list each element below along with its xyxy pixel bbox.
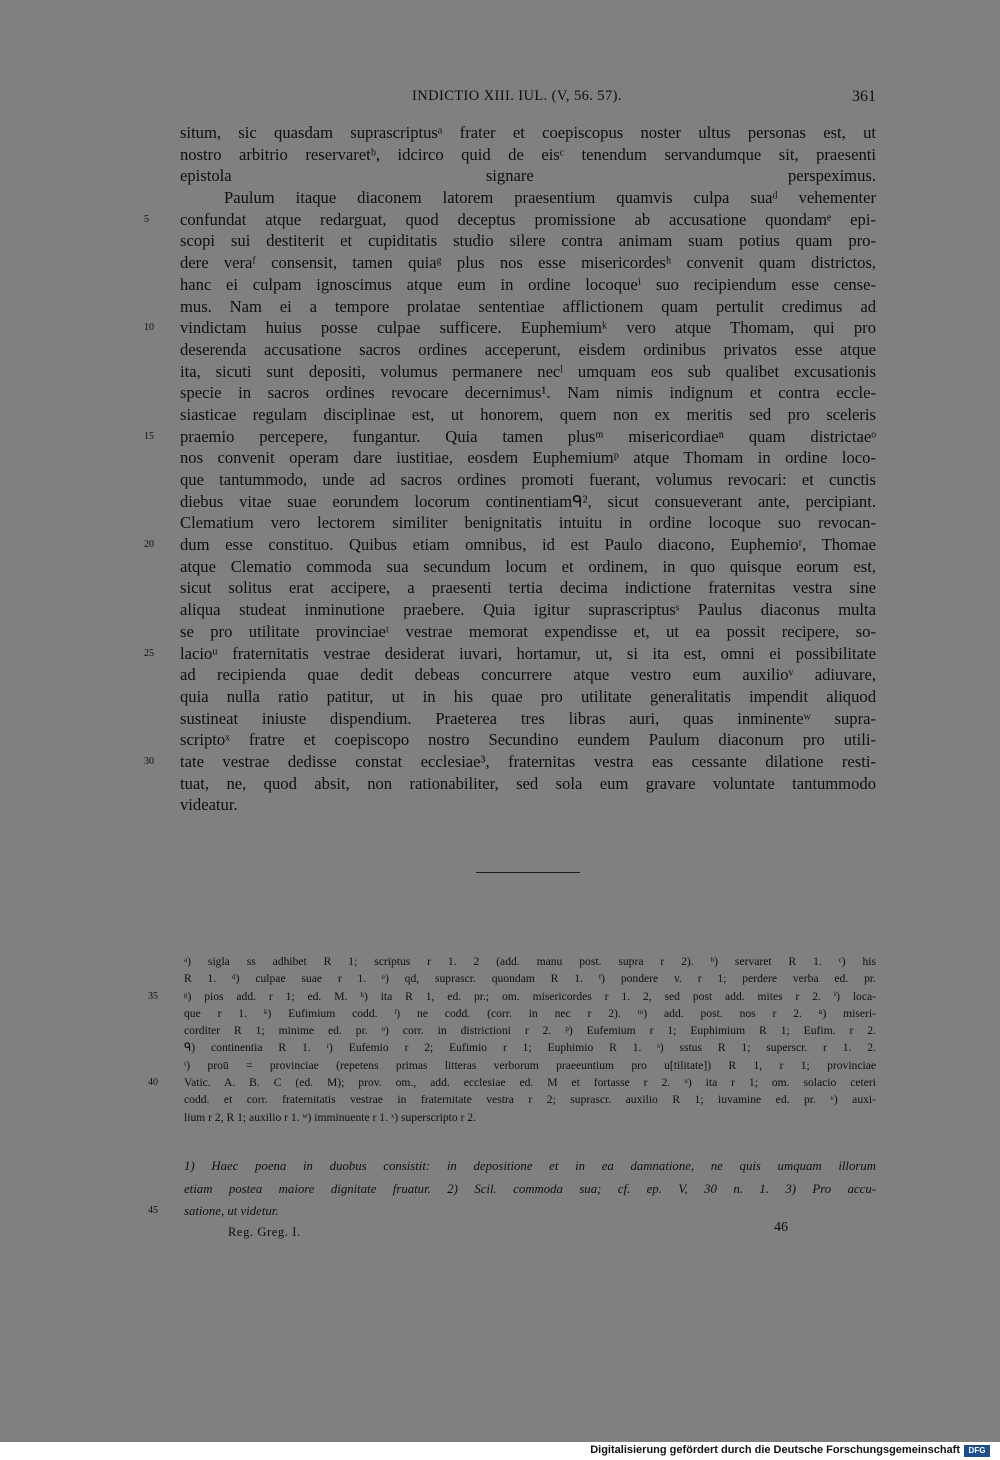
body-line-text: atque Clematio commoda sua secundum locum et ordinem, in quo quisque eorum est, xyxy=(180,556,876,576)
body-line xyxy=(180,773,876,795)
apparatus-line-text: R 1. ᵈ) culpae suae r 1. ᵉ) qd, suprascr. quondam R 1. ᶠ) pondere v. r 1; perdere verba ed. pr. xyxy=(184,972,876,986)
footer-banner xyxy=(0,1442,1000,1460)
body-line xyxy=(180,729,876,751)
line-number: 25 xyxy=(144,647,154,659)
body-line-text: ad recipienda quae dedit debeas concurrere atque vestro eum auxilioᵛ adiuvare, xyxy=(180,665,876,685)
apparatus-line-text: que r 1. ᵏ) Eufimium codd. ˡ) ne codd. (corr. in nec r 2). ᵐ) add. post. nos r 2. ⁿ) miseri- xyxy=(184,1006,876,1020)
body-line xyxy=(180,339,876,361)
body-line-text: dum esse constituo. Quibus etiam omnibus, id est Paulo diacono, Euphemioʳ, Thomae xyxy=(180,535,876,555)
running-title: INDICTIO XIII. IUL. (V, 56. 57). xyxy=(412,88,622,104)
sheet-number: 46 xyxy=(774,1220,788,1235)
body-line xyxy=(180,577,876,599)
apparatus-line xyxy=(184,1022,876,1039)
apparatus-line xyxy=(184,1005,876,1022)
body-line xyxy=(144,534,876,556)
body-line-text: videatur. xyxy=(180,795,238,815)
body-line-text: diebus vitae suae eorundem locorum continentiamᑫ², sicut consueverant ante, percipiant. xyxy=(180,491,876,511)
body-line-text: tate vestrae dedisse constat ecclesiae³, fraternitas vestra eas cessante dilatione resti- xyxy=(180,751,876,771)
body-line-text: praemio percepere, fungantur. Quia tamen plusᵐ misericordiaeⁿ quam districtaeᵒ xyxy=(180,426,876,446)
apparatus-line xyxy=(184,1057,876,1074)
body-line-text: Paulum itaque diaconem latorem praesentium quamvis culpa suaᵈ vehementer xyxy=(224,188,876,208)
body-line xyxy=(180,165,876,187)
section-divider xyxy=(476,872,580,873)
note-line-text: satione, ut videtur. xyxy=(184,1204,279,1218)
body-line xyxy=(144,209,876,231)
body-line xyxy=(180,686,876,708)
body-line-text: sicut solitus erat accipere, a praesenti tertia decima indictione fraternitas vestra sine xyxy=(180,578,876,598)
body-line-text: confundat atque redarguat, quod deceptus promissione ab accusatione quondamᵉ epi- xyxy=(180,209,876,229)
body-line xyxy=(180,187,876,209)
note-line-text: 1) Haec poena in duobus consistit: in depositione et in ea damnatione, ne quis umquam illorum xyxy=(184,1159,876,1173)
body-line-text: lacioᵘ fraternitatis vestrae desiderat iuvari, hortamur, ut, si ita est, omni ei possibilitate xyxy=(180,643,876,663)
apparatus-line-text: ᑫ) continentia R 1. ʳ) Eufemio r 2; Eufimio r 1; Euphimio R 1. ˢ) sstus R 1; superscr. r 1. 2. xyxy=(184,1041,876,1055)
dfg-logo: DFG xyxy=(964,1445,990,1457)
body-line-text: hanc ei culpam ignoscimus atque eum in ordine locoqueⁱ suo recipiendum esse cense- xyxy=(180,274,876,294)
line-number: 40 xyxy=(148,1077,158,1089)
body-line-text: tuat, ne, quod absit, non rationabiliter, sed sola eum gravare voluntate tantummodo xyxy=(180,773,876,793)
body-line-text: vindictam huius posse culpae sufficere. Euphemiumᵏ vero atque Thomam, qui pro xyxy=(180,318,876,338)
line-number: 15 xyxy=(144,430,154,442)
body-line-text: nostro arbitrio reservaretᵇ, idcirco quid de eisᶜ tenendum servandumque sit, praesenti xyxy=(180,144,876,164)
line-number: 5 xyxy=(144,213,149,225)
funding-credit: Digitalisierung gefördert durch die Deutsche Forschungsgemeinschaft xyxy=(590,1444,960,1456)
note-line-text: etiam postea maiore dignitate fruatur. 2) Scil. commoda sua; cf. ep. V, 30 n. 1. 3) Pro accu- xyxy=(184,1181,876,1196)
apparatus-line xyxy=(184,1091,876,1108)
body-line-text: mus. Nam ei a tempore prolatae sententiae afflictionem quam pertulit credimus ad xyxy=(180,296,876,316)
apparatus-line-text: ᵍ) pios add. r 1; ed. M. ʰ) ita R 1, ed. pr.; om. misericordes r 1. 2, sed post add. mites r 2. ⁱ) loca- xyxy=(184,989,876,1003)
body-line-text: se pro utilitate provinciaeᵗ vestrae memorat expendisse et, ut ea possit recipere, so- xyxy=(180,621,876,641)
body-line-text: que tantummodo, unde ad sacros ordines promoti fuerant, volumus revocari: et cunctis xyxy=(180,470,876,489)
apparatus-line-text: Vatic. A. B. C (ed. M); prov. om., add. ecclesiae ed. M et fortasse r 2. ᵘ) ita r 1; om. solacio ceteri xyxy=(184,1076,876,1090)
body-line xyxy=(180,382,876,404)
apparatus-line xyxy=(148,1074,876,1091)
letter-body-text xyxy=(144,122,876,816)
body-line xyxy=(180,556,876,578)
body-line-text: nos convenit operam dare iustitiae, eosdem Euphemiumᵖ atque Thomam in ordine loco- xyxy=(180,448,876,468)
apparatus-line xyxy=(148,988,876,1005)
body-line xyxy=(180,122,876,144)
body-line-text: aliqua studeat inminutione praebere. Quia igitur suprascriptusˢ Paulus diaconus multa xyxy=(180,600,876,620)
apparatus-line xyxy=(184,953,876,970)
body-line-text: scriptoˣ fratre et coepiscopo nostro Secundino eundem Paulum diaconum pro utili- xyxy=(180,730,876,750)
body-line-text: ita, sicuti sunt depositi, volumus permanere necˡ umquam eos sub qualibet excusationis xyxy=(180,361,876,381)
body-line-text: siasticae regulam disciplinae est, ut honorem, quem non ex meritis sed pro sceleris xyxy=(180,404,876,424)
note-line xyxy=(184,1155,876,1178)
explanatory-notes xyxy=(148,1155,876,1223)
body-line xyxy=(180,708,876,730)
body-line xyxy=(180,621,876,643)
body-line xyxy=(180,447,876,469)
body-line xyxy=(180,361,876,383)
line-number: 45 xyxy=(148,1205,158,1216)
body-line-text: Clematium vero lectorem similiter benignitatis intuitu in ordine locoque suo revocan- xyxy=(180,513,876,533)
body-line-text: deserenda accusatione sacros ordines acceperunt, eisdem ordinibus privatos esse atque xyxy=(180,339,876,359)
line-number: 10 xyxy=(144,322,154,334)
body-line xyxy=(180,296,876,318)
apparatus-line-text: corditer R 1; minime ed. pr. ᵒ) corr. in districtioni r 2. ᵖ) Eufemium r 1; Euphimium R 1; Eufim. r 2. xyxy=(184,1024,876,1038)
body-line xyxy=(144,317,876,339)
body-line-text: scopi sui destiterit et cupiditatis studio silere contra animam suam potius quam pro- xyxy=(180,231,876,251)
body-line xyxy=(180,144,876,166)
line-number: 35 xyxy=(148,990,158,1002)
line-number: 30 xyxy=(144,755,154,767)
signature-mark: Reg. Greg. I. xyxy=(228,1225,301,1239)
body-line xyxy=(144,751,876,773)
apparatus-line-text: lium r 2, R 1; auxilio r 1. ʷ) imminuente r 1. ˣ) superscripto r 2. xyxy=(184,1110,476,1124)
body-line xyxy=(180,230,876,252)
body-line xyxy=(180,491,876,513)
apparatus-line xyxy=(184,1109,876,1126)
apparatus-line xyxy=(184,1039,876,1056)
body-line-text: epistola signare perspeximus. xyxy=(180,166,876,186)
body-line-text: quia nulla ratio patitur, ut in his quae pro utilitate generalitatis impendit aliquod xyxy=(180,686,876,706)
body-line-text: situm, sic quasdam suprascriptusᵃ frater et coepiscopus noster ultus personas est, ut xyxy=(180,123,876,142)
body-line-text: dere veraᶠ consensit, tamen quiaᵍ plus nos esse misericordesʰ convenit quam districtos, xyxy=(180,253,876,273)
apparatus-line-text: ᵗ) proū = provinciae (repetens primas litteras verborum praeeuntium pro u[tilitate]) R 1, r 1; provinciae xyxy=(184,1058,876,1072)
body-line-text: sustineat iniuste dispendium. Praeterea tres libras auri, quas inminenteʷ supra- xyxy=(180,708,876,728)
body-line xyxy=(180,599,876,621)
body-line xyxy=(180,794,876,816)
apparatus-line-text: codd. et corr. fraternitatis vestrae in fraternitate vestra r 2; suprascr. auxilio R 1; iuvamine ed. pr. ᵛ) auxi- xyxy=(184,1093,876,1107)
body-line xyxy=(180,512,876,534)
body-line-text: specie in sacros ordines revocare decernimus¹. Nam nimis indignum et contra eccle- xyxy=(180,383,876,403)
note-line xyxy=(148,1200,876,1223)
apparatus-line xyxy=(184,970,876,987)
page-number: 361 xyxy=(852,88,876,105)
body-line xyxy=(180,664,876,686)
body-line xyxy=(180,469,876,491)
note-line xyxy=(184,1178,876,1201)
body-line xyxy=(180,274,876,296)
line-number: 20 xyxy=(144,539,154,551)
page-header xyxy=(180,88,876,110)
apparatus-line-text: ᵃ) sigla ss adhibet R 1; scriptus r 1. 2 (add. manu post. supra r 2). ᵇ) servaret R 1. ᶜ) his xyxy=(184,955,876,968)
body-line xyxy=(144,643,876,665)
critical-apparatus xyxy=(148,953,876,1126)
body-line xyxy=(180,404,876,426)
body-line xyxy=(144,426,876,448)
body-line xyxy=(180,252,876,274)
